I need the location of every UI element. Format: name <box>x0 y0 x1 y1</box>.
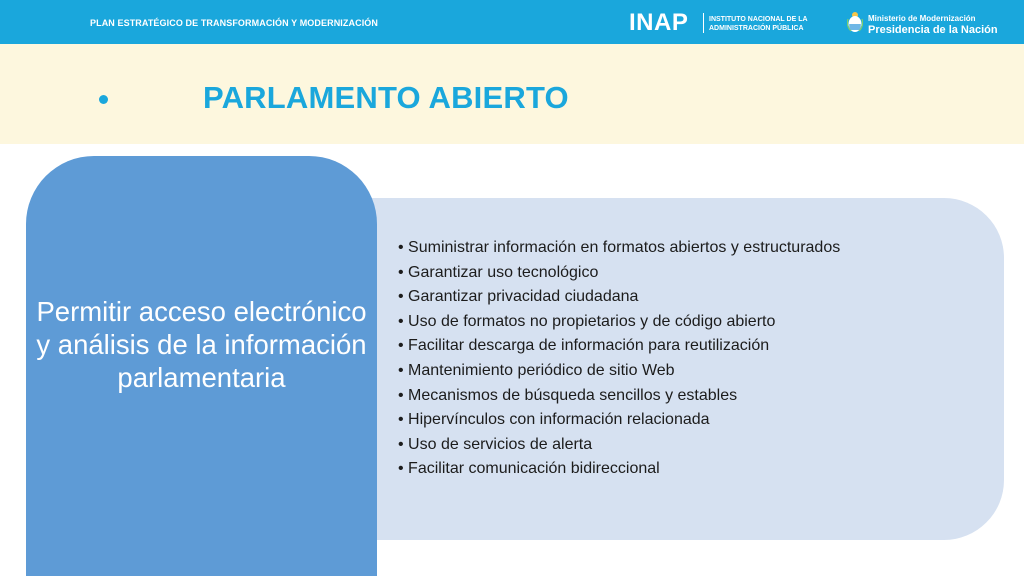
objective-text: Permitir acceso electrónico y análisis de la información parlamentaria <box>36 296 367 393</box>
presidency-name: Presidencia de la Nación <box>868 24 998 36</box>
list-item: • Facilitar descarga de información para reutilización <box>398 334 840 359</box>
title-bullet-icon <box>99 95 108 104</box>
inap-logo: INAP <box>629 9 689 36</box>
argentina-coat-of-arms-icon <box>847 11 863 38</box>
slide-title: PARLAMENTO ABIERTO <box>203 80 569 115</box>
list-item: • Mantenimiento periódico de sitio Web <box>398 359 840 384</box>
list-item: • Mecanismos de búsqueda sencillos y estables <box>398 384 840 409</box>
list-item: • Hipervínculos con información relacionada <box>398 408 840 433</box>
list-item: • Facilitar comunicación bidireccional <box>398 457 840 482</box>
list-item: • Garantizar uso tecnológico <box>398 261 840 286</box>
list-item: • Garantizar privacidad ciudadana <box>398 285 840 310</box>
ministry-logo <box>868 14 998 36</box>
objective-box <box>26 156 377 576</box>
list-item: • Uso de formatos no propietarios y de código abierto <box>398 310 840 335</box>
inap-subtitle-line2: ADMINISTRACIÓN PÚBLICA <box>709 25 804 32</box>
list-item: • Suministrar información en formatos abiertos y estructurados <box>398 236 840 261</box>
inap-subtitle <box>709 15 808 33</box>
plan-title: PLAN ESTRATÉGICO DE TRANSFORMACIÓN Y MODERNIZACIÓN <box>90 18 379 28</box>
logo-divider <box>703 13 704 33</box>
header-bar <box>0 0 1024 44</box>
inap-subtitle-line1: INSTITUTO NACIONAL DE LA <box>709 16 808 23</box>
ministry-name: Ministerio de Modernización <box>868 14 976 23</box>
items-list <box>398 236 840 482</box>
list-item: • Uso de servicios de alerta <box>398 433 840 458</box>
